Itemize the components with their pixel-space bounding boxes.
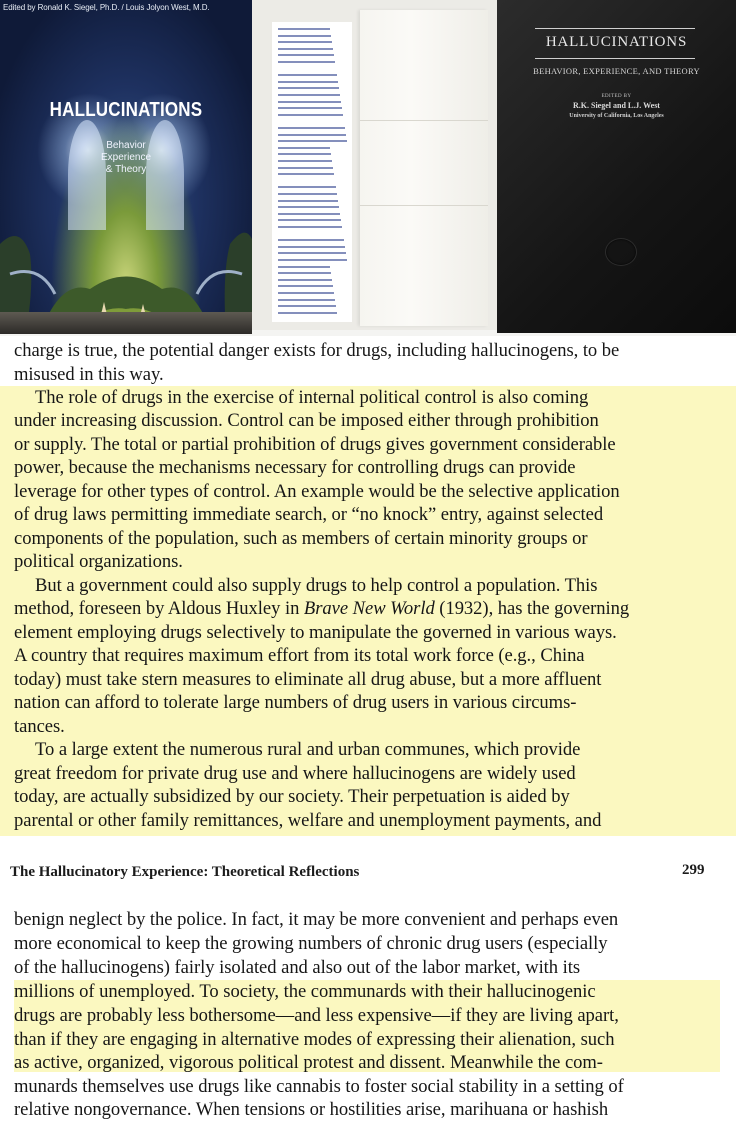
dust-jacket-flap — [252, 0, 502, 330]
text-line: today) must take stern measures to eliminate all drug abuse, but a more affluent — [14, 669, 602, 690]
flap-text-line — [278, 173, 334, 175]
text-segment: (1932), has the governing — [434, 598, 630, 619]
page-excerpt-2 — [0, 836, 736, 1120]
paper-fold-line — [360, 120, 488, 121]
text-line: The role of drugs in the exercise of internal political control is also coming — [35, 387, 589, 408]
text-line: power, because the mechanisms necessary for controlling drugs can provide — [14, 457, 576, 478]
cover-editors: Edited by Ronald K. Siegel, Ph.D. / Louis Jolyon West, M.D. — [3, 3, 210, 12]
board-university: University of California, Los Angeles — [569, 113, 664, 119]
board-rule-top — [535, 28, 695, 29]
flap-text-line — [278, 167, 333, 169]
paper-fold-line — [360, 205, 488, 206]
board-rule-bottom — [535, 58, 695, 59]
book-photo-strip — [0, 0, 736, 336]
flap-text-line — [278, 94, 340, 96]
board-subtitle: BEHAVIOR, EXPERIENCE, AND THEORY — [533, 66, 700, 76]
text-line: nation can afford to tolerate large numbers of drug users in various circums- — [14, 692, 577, 713]
flap-text-line — [278, 305, 336, 307]
flap-text-line — [278, 153, 331, 155]
text-line: parental or other family remittances, welfare and unemployment payments, and — [14, 810, 602, 831]
text-line: benign neglect by the police. In fact, it may be more convenient and perhaps even — [14, 909, 619, 930]
text-line: tances. — [14, 716, 65, 737]
board-emblem-icon — [605, 238, 637, 266]
text-line: charge is true, the potential danger exists for drugs, including hallucinogens, to be — [14, 340, 620, 361]
text-line: under increasing discussion. Control can be imposed either through prohibition — [14, 410, 599, 431]
cover-subtitle — [86, 140, 166, 176]
text-line: more economical to keep the growing numbers of chronic drug users (especially — [14, 933, 608, 954]
hardcover-board — [497, 0, 736, 333]
flap-text-line — [278, 114, 343, 116]
page-excerpt-1 — [0, 336, 736, 836]
flap-text-line — [278, 226, 342, 228]
flap-text-line — [278, 140, 347, 142]
text-line: of drug laws permitting immediate search, or “no knock” entry, against selected — [14, 504, 604, 525]
board-edited-by: EDITED BY — [601, 94, 632, 99]
cover-subtitle-line: & Theory — [105, 164, 147, 175]
text-line: To a large extent the numerous rural and urban communes, which provide — [35, 739, 581, 760]
text-line: munards themselves use drugs like cannabis to foster social stability in a setting of — [14, 1076, 624, 1097]
flap-text-line — [278, 252, 346, 254]
flap-text-line — [278, 134, 346, 136]
board-authors: R.K. Siegel and L.J. West — [573, 101, 660, 110]
text-line: components of the population, such as members of certain minority groups or — [14, 528, 588, 549]
flap-text-line — [278, 292, 334, 294]
text-segment: method, foreseen by Aldous Huxley in — [14, 598, 304, 619]
flap-text-line — [278, 41, 332, 43]
flap-text-line — [278, 48, 333, 50]
flap-text-line — [278, 186, 336, 188]
flap-text-line — [278, 81, 338, 83]
text-line: leverage for other types of control. An example would be the selective application — [14, 481, 620, 502]
text-line: of the hallucinogens) fairly isolated and also out of the labor market, with its — [14, 957, 581, 978]
flap-text-line — [278, 213, 340, 215]
text-line-huxley — [14, 598, 629, 620]
text-line: political organizations. — [14, 551, 183, 572]
flap-text-line — [278, 206, 339, 208]
flap-text-line — [278, 259, 347, 261]
text-line: millions of unemployed. To society, the communards with their hallucinogenic — [14, 981, 596, 1002]
flap-text-line — [278, 246, 345, 248]
flap-text-line — [278, 127, 345, 129]
flap-text-line — [278, 160, 332, 162]
flap-text-line — [278, 266, 330, 268]
flap-text-line — [278, 193, 337, 195]
flap-text-line — [278, 28, 330, 30]
text-line: drugs are probably less bothersome—and less expensive—if they are living apart, — [14, 1005, 619, 1026]
text-line: great freedom for private drug use and where hallucinogens are widely used — [14, 763, 576, 784]
board-title: HALLUCINATIONS — [545, 34, 688, 50]
page-number: 299 — [682, 862, 705, 878]
flap-text-line — [278, 54, 334, 56]
cover-subtitle-line: Behavior — [106, 140, 146, 151]
text-line: today, are actually subsidized by our society. Their perpetuation is aided by — [14, 786, 570, 807]
flap-text-column — [272, 22, 352, 322]
text-line: than if they are engaging in alternative modes of expressing their alienation, such — [14, 1029, 615, 1050]
text-line: relative nongovernance. When tensions or hostilities arise, marihuana or hashish — [14, 1099, 609, 1120]
flap-text-line — [278, 87, 339, 89]
flap-text-line — [278, 74, 337, 76]
book-front-cover — [0, 0, 252, 334]
flap-text-line — [278, 285, 333, 287]
flap-text-line — [278, 61, 335, 63]
flap-text-line — [278, 272, 331, 274]
flap-text-line — [278, 219, 341, 221]
flap-text-line — [278, 312, 337, 314]
flap-text-line — [278, 35, 331, 37]
cover-title: HALLUCINATIONS — [49, 98, 203, 121]
cover-subtitle-line: Experience — [100, 152, 152, 163]
flap-text-line — [278, 279, 332, 281]
running-head: The Hallucinatory Experience: Theoretical Reflections — [10, 864, 360, 880]
flap-text-line — [278, 147, 330, 149]
flap-blank-paper — [360, 10, 488, 326]
flap-text-line — [278, 101, 341, 103]
flap-text-line — [278, 107, 342, 109]
book-title-italic: Brave New World — [303, 598, 435, 619]
text-line: A country that requires maximum effort from its total work force (e.g., China — [14, 645, 585, 666]
text-line: But a government could also supply drugs to help control a population. This — [35, 575, 598, 596]
text-line: misused in this way. — [14, 364, 164, 385]
text-line: element employing drugs selectively to manipulate the governed in various ways. — [14, 622, 617, 643]
cover-bottom-shadow — [0, 312, 252, 334]
flap-text-line — [278, 299, 335, 301]
flap-text-line — [278, 239, 344, 241]
flap-text-line — [278, 200, 338, 202]
text-line: as active, organized, vigorous political protest and dissent. Meanwhile the com- — [14, 1052, 603, 1073]
text-line: or supply. The total or partial prohibition of drugs gives government considerable — [14, 434, 616, 455]
